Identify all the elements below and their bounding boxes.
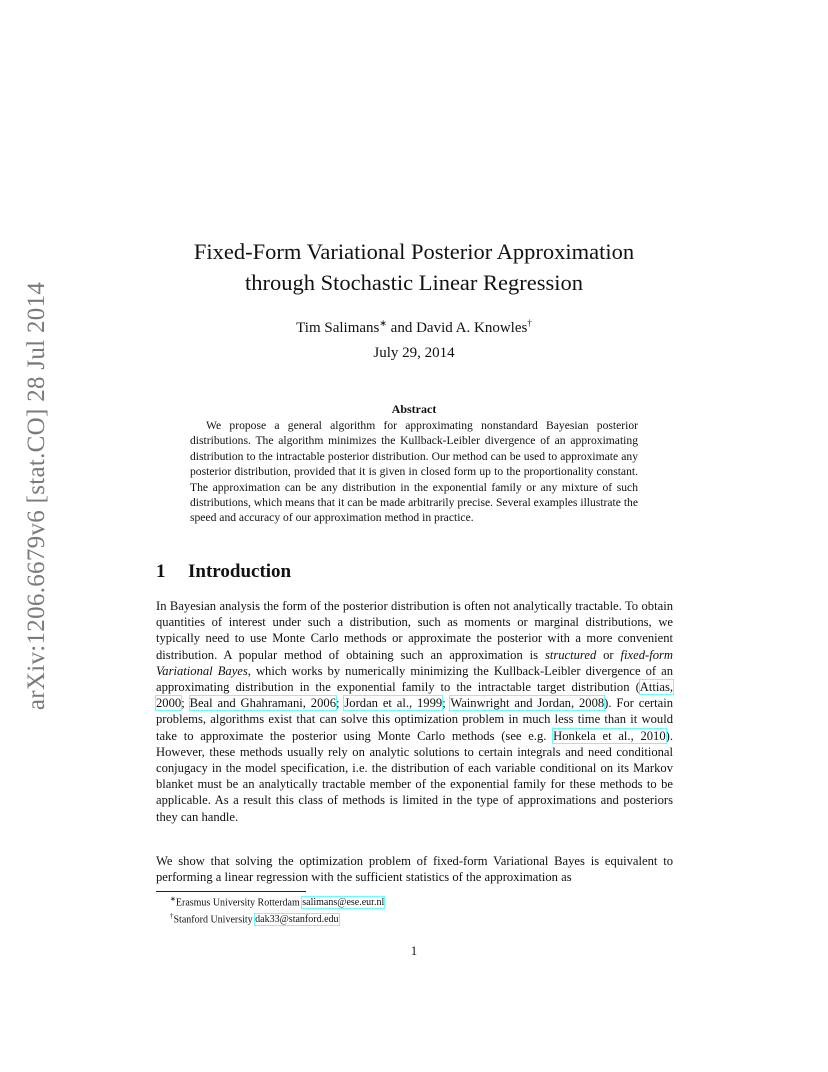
citation-link[interactable]: Honkela et al., 2010 (553, 728, 666, 743)
email-link-2[interactable]: dak33@stanford.edu (255, 914, 339, 926)
section-number: 1 (156, 561, 166, 582)
intro-paragraph-1 (156, 598, 673, 825)
abstract-text: We propose a general algorithm for approximating nonstandard Bayesian posterior distributions. The algorithm minimizes the Kullback-Leibler divergence of an approximating distribution to the intractable posterior distribution. Our method can be used to approximate any posterior distribution, provided that it is given in closed form up to the proportionality constant. The approximation can be any distribution in the exponential family or any mixture of such distributions, which means that it can be made arbitrarily precise. Several examples illustrate the speed and accuracy of our approximation method in practice. (190, 419, 638, 525)
author-1: Tim Salimans (296, 320, 380, 336)
author-2-mark: † (527, 318, 532, 328)
intro-paragraph-2: We show that solving the optimization problem of fixed-form Variational Bayes is equivalent to performing a linear regression with the sufficient statistics of the approximation as (156, 854, 673, 885)
arxiv-id: arXiv:1206.6679v6 [stat.CO] 28 Jul 2014 (23, 281, 50, 711)
email-link-1[interactable]: salimans@ese.eur.nl (302, 897, 385, 909)
author-1-mark: ∗ (379, 318, 387, 328)
citation-separator: ; (336, 696, 345, 711)
para1-text-2: or (596, 647, 621, 662)
paper-date: July 29, 2014 (373, 345, 455, 361)
para1-emphasis-2: fixed-form Variational Bayes (156, 647, 673, 678)
authors (140, 313, 688, 338)
author-and: and (386, 320, 417, 336)
citation-separator: ; (442, 696, 451, 711)
para1-text-1: In Bayesian analysis the form of the posterior distribution is often not analytically tractable. To obtain quantities of interest under such a distribution, such as moments or marginal distributions, we typically need to use Monte Carlo methods or approximate the posterior with a more convenient distribution. A popular method of obtaining such an approximation is (156, 599, 673, 662)
footnote-rule (156, 891, 306, 892)
footnote-1-text: Erasmus University Rotterdam (175, 897, 303, 909)
paper-title (140, 236, 688, 298)
para1-text-5: ). However, these methods usually rely on analytic solutions to certain integrals and need conditional conjugacy in the model specification, i.e. the distribution of each variable conditional on its Markov blanket must be an analytically tractable member of the exponential family for these methods to be applicable. As a result this class of methods is limited in the type of approximations and posteriors they can handle. (156, 728, 673, 824)
footnote-1 (156, 893, 673, 910)
author-2: David A. Knowles (416, 320, 528, 336)
citation-link[interactable]: Attias, 2000 (156, 680, 673, 711)
page-number: 1 (410, 944, 418, 958)
citation-separator: ; (181, 696, 190, 711)
section-heading (156, 561, 291, 583)
para1-emphasis-1: structured (544, 647, 597, 662)
section-title: Introduction (188, 561, 292, 582)
footnote-2 (156, 910, 673, 927)
para1-text-4: ). For certain problems, algorithms exist that can solve this optimization problem in much less time than it would take to approximate the posterior using Monte Carlo methods (see e.g. (156, 696, 673, 743)
citation-link[interactable]: Jordan et al., 1999 (344, 696, 443, 711)
title-line-2: through Stochastic Linear Regression (244, 270, 584, 295)
citation-link[interactable]: Beal and Ghahramani, 2006 (189, 696, 336, 711)
abstract-heading: Abstract (391, 402, 437, 416)
para1-text-3: , which works by numerically minimizing the Kullback-Leibler divergence of an approximating distribution in the exponential family to the intractable target distribution ( (156, 663, 673, 695)
arxiv-stamp (12, 281, 62, 711)
footnote-2-mark: † (170, 911, 174, 920)
footnote-2-text: Stanford University (173, 914, 256, 926)
footnote-1-mark: ∗ (170, 895, 176, 903)
footnotes (156, 893, 673, 926)
title-line-1: Fixed-Form Variational Posterior Approximation (193, 239, 635, 264)
citation-link[interactable]: Wainwright and Jordan, 2008 (450, 696, 605, 711)
